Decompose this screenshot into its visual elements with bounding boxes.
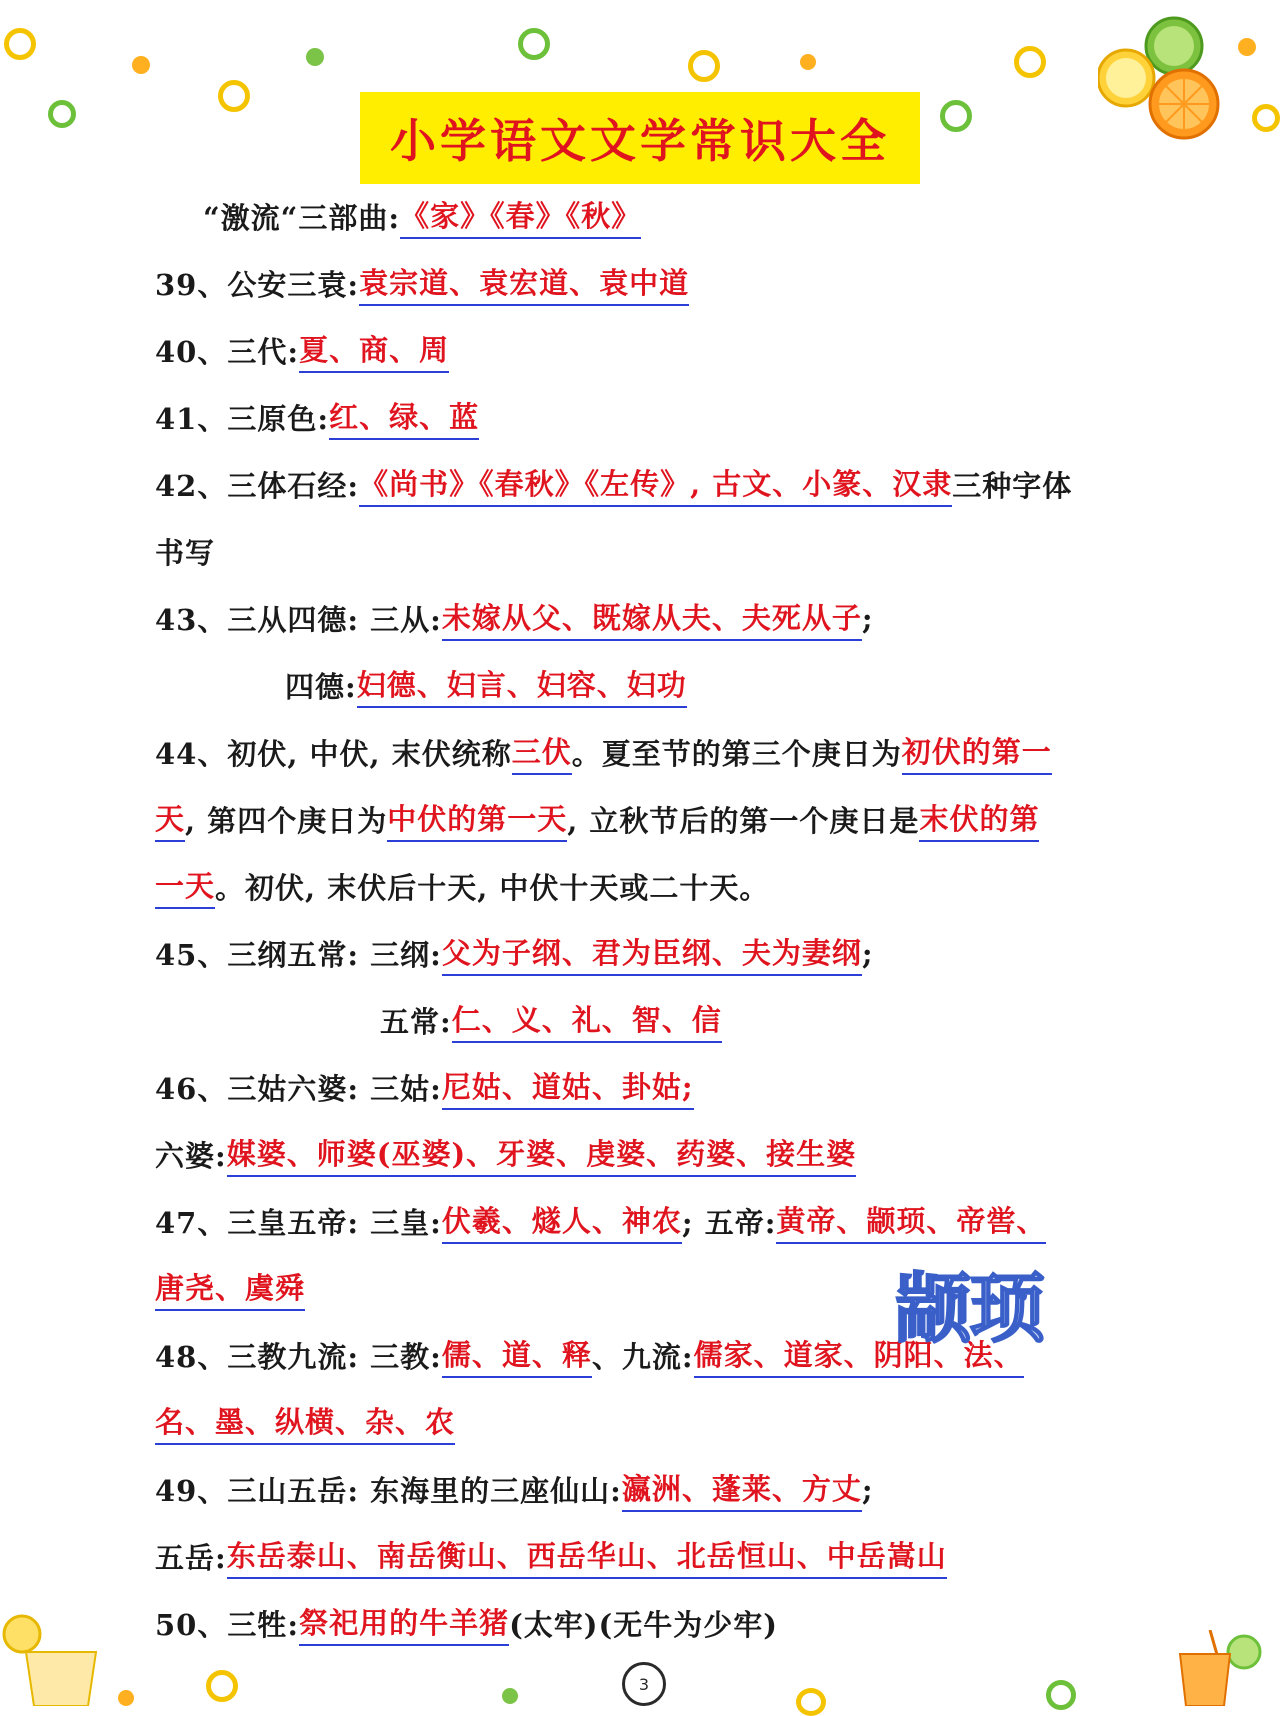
knowledge-line <box>155 518 1135 585</box>
decor-dot <box>306 48 324 66</box>
answer-text: 媒婆、师婆(巫婆)、牙婆、虔婆、药婆、接生婆 <box>227 1132 856 1177</box>
decor-ring <box>940 100 972 132</box>
decor-ring <box>206 1670 238 1702</box>
decor-ring <box>796 1688 826 1716</box>
answer-text: 《家》《春》《秋》 <box>400 194 641 239</box>
knowledge-line <box>155 719 1135 786</box>
answer-text: 《尚书》《春秋》《左传》, 古文、小篆、汉隶 <box>359 462 952 507</box>
decor-ring <box>1014 46 1046 78</box>
line-text: ; <box>861 1472 874 1507</box>
answer-text: 名、墨、纵横、杂、农 <box>155 1400 455 1445</box>
knowledge-line <box>155 1590 1135 1657</box>
decor-dot <box>132 56 150 74</box>
line-text: 40、三代: <box>155 335 300 369</box>
page-number: 3 <box>622 1662 666 1706</box>
line-text: 44、初伏, 中伏, 末伏统称 <box>155 737 512 771</box>
answer-text: 父为子纲、君为臣纲、夫为妻纲 <box>442 931 862 976</box>
line-text: 、九流: <box>591 1340 694 1374</box>
line-text: 六婆: <box>155 1139 227 1173</box>
answer-text: 末伏的第 <box>919 797 1039 842</box>
answer-text: 夏、商、周 <box>299 328 449 373</box>
decor-dot <box>502 1688 518 1704</box>
knowledge-line <box>155 384 1135 451</box>
line-text: 41、三原色: <box>155 402 330 436</box>
answer-text: 未嫁从父、既嫁从夫、夫死从子 <box>442 596 862 641</box>
knowledge-line <box>155 183 1135 250</box>
line-text: 48、三教九流: 三教: <box>155 1340 442 1374</box>
answer-text: 红、绿、蓝 <box>329 395 479 440</box>
answer-text: 祭祀用的牛羊猪 <box>299 1601 509 1646</box>
knowledge-line <box>155 250 1135 317</box>
knowledge-line <box>155 920 1135 987</box>
juice-icon <box>1160 1630 1280 1706</box>
answer-text: 尼姑、道姑、卦姑; <box>442 1065 694 1110</box>
decor-ring <box>218 80 250 112</box>
line-text: 49、三山五岳: 东海里的三座仙山: <box>155 1474 622 1508</box>
knowledge-line <box>155 451 1135 518</box>
knowledge-line <box>155 786 1135 853</box>
title-banner <box>360 92 920 184</box>
line-text: ; <box>861 601 874 636</box>
line-text: ; <box>861 936 874 971</box>
line-text: 五常: <box>380 1005 452 1039</box>
answer-text: 儒家、道家、阴阳、法、 <box>694 1333 1024 1378</box>
knowledge-line <box>155 652 1135 719</box>
knowledge-line <box>155 1121 1135 1188</box>
answer-text: 中伏的第一天 <box>387 797 567 842</box>
decor-dot <box>800 54 816 70</box>
line-text: 书写 <box>155 536 216 570</box>
answer-text: 东岳泰山、南岳衡山、西岳华山、北岳恒山、中岳嵩山 <box>227 1534 947 1579</box>
answer-text: 瀛洲、蓬莱、方丈 <box>622 1467 862 1512</box>
line-text: 39、公安三袁: <box>155 268 360 302</box>
line-text: 。夏至节的第三个庚日为 <box>571 737 902 771</box>
answer-text: 儒、道、释 <box>442 1333 592 1378</box>
knowledge-line <box>155 1389 1135 1456</box>
decor-ring <box>1252 104 1280 132</box>
knowledge-line <box>155 317 1135 384</box>
line-text: 43、三从四德: 三从: <box>155 603 442 637</box>
answer-text: 一天 <box>155 864 215 909</box>
answer-text: 黄帝、颛顼、帝喾、 <box>776 1199 1046 1244</box>
decor-ring <box>4 28 36 60</box>
knowledge-list <box>155 183 1135 1657</box>
line-text: 三种字体 <box>952 469 1073 503</box>
line-text: 四德: <box>285 670 357 704</box>
line-text: , 第四个庚日为 <box>185 804 388 838</box>
page-title: 小学语文文学常识大全 <box>390 114 890 168</box>
answer-text: 天 <box>155 797 185 842</box>
line-text: “激流“三部曲: <box>203 201 401 235</box>
answer-text: 初伏的第一 <box>902 730 1052 775</box>
answer-text: 仁、义、礼、智、信 <box>452 998 722 1043</box>
answer-text: 伏羲、燧人、神农 <box>442 1199 682 1244</box>
watermark-text: 颛顼 <box>895 1264 1043 1353</box>
citrus-icon <box>1098 16 1228 146</box>
line-text: , 立秋节后的第一个庚日是 <box>567 804 920 838</box>
line-text: 50、三牲: <box>155 1608 300 1642</box>
knowledge-line <box>155 1456 1135 1523</box>
line-text: 。初伏, 末伏后十天, 中伏十天或二十天。 <box>215 871 770 905</box>
answer-text: 袁宗道、袁宏道、袁中道 <box>359 261 689 306</box>
knowledge-line <box>155 853 1135 920</box>
decor-dot <box>1238 38 1256 56</box>
knowledge-line <box>155 585 1135 652</box>
knowledge-line <box>155 1054 1135 1121</box>
line-text: 46、三姑六婆: 三姑: <box>155 1072 442 1106</box>
decor-ring <box>48 100 76 128</box>
decor-ring <box>518 28 550 60</box>
drink-icon <box>0 1612 110 1706</box>
knowledge-line <box>155 1188 1135 1255</box>
line-text: 47、三皇五帝: 三皇: <box>155 1206 442 1240</box>
answer-text: 妇德、妇言、妇容、妇功 <box>357 663 687 708</box>
answer-text: 唐尧、虞舜 <box>155 1266 305 1311</box>
knowledge-line <box>155 987 1135 1054</box>
line-text: ; 五帝: <box>681 1206 777 1240</box>
decor-dot <box>118 1690 134 1706</box>
line-text: 45、三纲五常: 三纲: <box>155 938 442 972</box>
decor-ring <box>688 50 720 82</box>
line-text: 五岳: <box>155 1541 227 1575</box>
answer-text: 三伏 <box>512 730 572 775</box>
line-text: (太牢)(无牛为少牢) <box>509 1608 778 1642</box>
knowledge-line <box>155 1523 1135 1590</box>
line-text: 42、三体石经: <box>155 469 360 503</box>
